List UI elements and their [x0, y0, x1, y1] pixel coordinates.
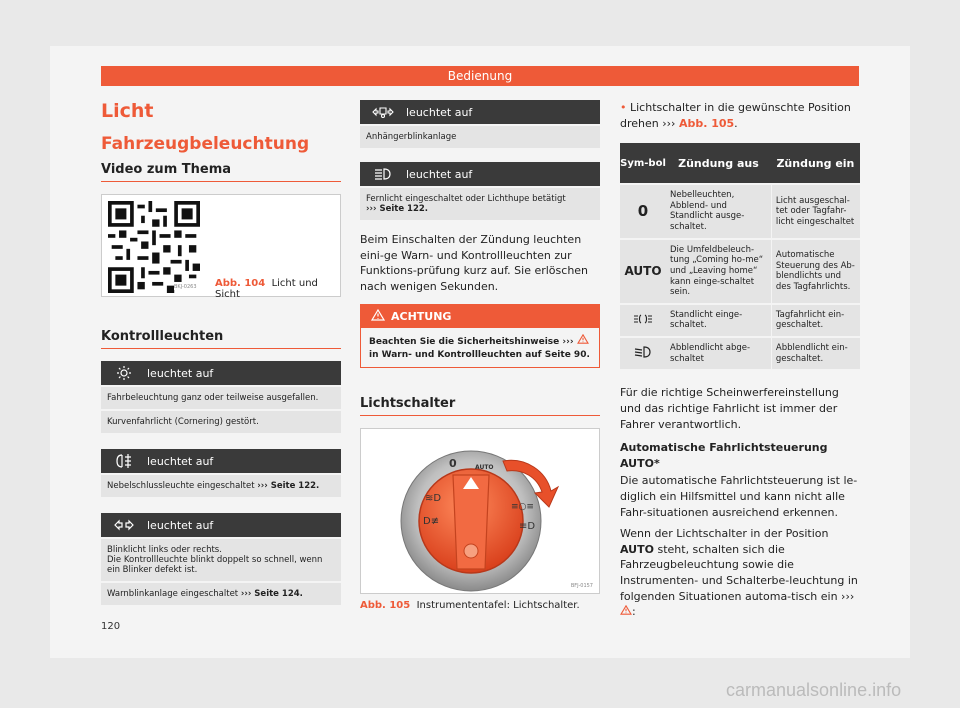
table-cell-symbol	[620, 338, 666, 369]
paragraph-end: :	[632, 605, 636, 619]
indicator-row	[101, 581, 341, 605]
intro-end: .	[734, 116, 738, 130]
figure-code: BFJ-0157	[570, 582, 593, 589]
svg-text:≡D: ≡D	[519, 520, 536, 532]
light-switch-table	[620, 141, 860, 371]
warning-title: ACHTUNG	[391, 310, 452, 324]
lichtschalter-heading: Lichtschalter	[360, 396, 600, 416]
table-cell: Abblendlicht ein-geschaltet.	[771, 338, 860, 369]
paragraph-responsibility: Für die richtige Scheinwerfereinstellung und das richtige Fahrlicht ist immer der Fahrer verantwortlich.	[620, 386, 839, 431]
indicator-text: Warnblinkanlage eingeschaltet	[107, 589, 241, 599]
auto-heading: Automatische Fahrlichtsteuerung AUTO*	[620, 441, 828, 470]
column-right	[620, 100, 860, 620]
table-header: Zündung ein	[771, 143, 860, 183]
page-reference-link[interactable]: ››› Seite 122.	[257, 481, 320, 491]
chapter-title: Licht	[101, 100, 154, 122]
column-middle	[360, 100, 600, 611]
warning-triangle-icon	[371, 309, 385, 324]
table-cell: Licht ausgeschal-tet oder Tagfahr-licht eingeschaltet	[771, 185, 860, 238]
table-cell: Die Umfeldbeleuch-tung „Coming ho-me“ und „Leaving home“ kann einge-schaltet sein.	[666, 240, 771, 303]
page-reference-link[interactable]: ››› Seite 122.	[366, 204, 429, 214]
turn-signal-icon	[101, 519, 147, 531]
table-cell-symbol	[620, 240, 666, 303]
indicator-row	[101, 473, 341, 497]
table-cell: Automatische Steuerung des Ab-blendlichts und des Tagfahrlichts.	[771, 240, 860, 303]
indicator-row	[360, 186, 600, 220]
table-cell: Standlicht einge-schaltet.	[666, 305, 771, 336]
indicator-text: Die Kontrollleuchte blinkt doppelt so schnell, wenn ein Blinker defekt ist.	[107, 555, 323, 575]
indicator-row: Fahrbeleuchtung ganz oder teilweise ausgefallen.	[101, 385, 341, 409]
indicator-header	[101, 513, 341, 537]
table-cell: Tagfahrlicht ein-geschaltet.	[771, 305, 860, 336]
table-row	[620, 240, 860, 303]
warning-header	[361, 305, 599, 328]
indicator-header	[101, 449, 341, 473]
svg-text:≡○≡: ≡○≡	[511, 501, 534, 512]
indicator-status: leuchtet auf	[147, 518, 214, 532]
section-header-bar: Bedienung	[101, 66, 859, 86]
table-cell: Nebelleuchten, Abblend- und Standlicht ausge-schaltet.	[666, 185, 771, 238]
indicator-row: Kurvenfahrlicht (Cornering) gestört.	[101, 409, 341, 433]
sun-icon	[101, 365, 147, 381]
warning-ref-icon[interactable]	[620, 605, 632, 618]
figure-caption-text: Licht und Sicht	[215, 278, 318, 300]
table-header: Sym-bol	[620, 143, 666, 183]
figure-label: Abb. 105	[360, 599, 411, 611]
indicator-text: Fernlicht eingeschaltet oder Lichthupe betätigt	[366, 194, 566, 204]
figure-reference-link[interactable]: Abb. 105	[678, 116, 735, 130]
warning-text: in Warn- und Kontrollleuchten auf Seite 90.	[369, 349, 590, 360]
indicator-status: leuchtet auf	[147, 454, 214, 468]
table-cell-symbol	[620, 305, 666, 336]
rear-fog-light-icon	[101, 453, 147, 469]
kontrollleuchten-heading: Kontrollleuchten	[101, 329, 341, 349]
watermark: carmanualsonline.info	[726, 680, 902, 700]
warning-ref-icon[interactable]	[577, 337, 589, 347]
trailer-turn-signal-icon	[360, 105, 406, 119]
column-left	[101, 100, 341, 605]
indicator-status: leuchtet auf	[406, 167, 473, 181]
high-beam-icon	[360, 167, 406, 181]
warning-text: Beachten Sie die Sicherheitshinweise ›››	[369, 337, 574, 348]
table-row	[620, 185, 860, 238]
qr-code-icon[interactable]	[108, 201, 200, 293]
indicator-status: leuchtet auf	[147, 366, 214, 380]
svg-text:≋D: ≋D	[425, 492, 442, 504]
paragraph-text: Wenn der Lichtschalter in der Position	[620, 527, 829, 541]
indicator-row: Anhängerblinkanlage	[360, 124, 600, 148]
table-header-row	[620, 143, 860, 183]
page-reference-link[interactable]: ››› Seite 124.	[240, 589, 303, 599]
figure-label: Abb. 104	[215, 278, 266, 289]
parking-light-icon	[633, 313, 653, 325]
indicator-text: Nebelschlussleuchte eingeschaltet	[107, 481, 258, 491]
table-row	[620, 338, 860, 369]
qr-figure[interactable]	[101, 194, 341, 300]
figure-caption-text: Instrumententafel: Lichtschalter.	[416, 599, 580, 611]
paragraph-auto-switch	[620, 526, 860, 620]
paragraph-text: steht, schalten sich die Fahrzeugbeleuchtung sowie die Instrumenten- und Schalterbe-leuchtung in folgenden Situationen automa-tisch ein ›››	[620, 542, 858, 603]
video-heading: Video zum Thema	[101, 162, 341, 182]
indicator-row	[101, 537, 341, 581]
page-number: 120	[101, 621, 121, 632]
switch-position-0: 0	[449, 456, 457, 470]
low-beam-icon	[634, 345, 652, 359]
symbol-auto: AUTO	[624, 263, 662, 278]
intro-text: Lichtschalter in die gewünschte Position drehen ›››	[620, 101, 851, 130]
figure-caption	[215, 278, 340, 300]
table-cell-symbol	[620, 185, 666, 238]
switch-position-auto: AUTO	[475, 463, 494, 471]
auto-symbol: AUTO	[620, 542, 654, 556]
light-switch-figure[interactable]	[360, 428, 600, 594]
light-switch-illustration	[361, 429, 599, 593]
bullet: •	[620, 101, 627, 114]
table-header: Zündung aus	[666, 143, 771, 183]
symbol-zero: 0	[637, 202, 649, 221]
warning-body	[361, 328, 599, 366]
intro-paragraph	[620, 100, 860, 131]
table-row	[620, 305, 860, 336]
figure-caption	[360, 600, 600, 611]
svg-text:D≢: D≢	[423, 515, 440, 527]
indicator-text: Blinklicht links oder rechts.	[107, 545, 222, 555]
table-cell: Abblendlicht abge-schaltet	[666, 338, 771, 369]
indicator-header	[360, 100, 600, 124]
paragraph-check: Beim Einschalten der Zündung leuchten eini-ge Warn- und Kontrollleuchten zur Funktions-prüfung kurz auf. Sie erlöschen nach wenigen Sekunden.	[360, 233, 589, 293]
indicator-header	[360, 162, 600, 186]
indicator-header	[101, 361, 341, 385]
indicator-status: leuchtet auf	[406, 105, 473, 119]
qr-code-id: BKJ-0263	[174, 284, 197, 290]
paragraph-auto: Die automatische Fahrlichtsteuerung ist le-diglich ein Hilfsmittel und kann nicht alle Fahr-situationen ausreichend erkennen.	[620, 474, 858, 519]
warning-box	[360, 304, 600, 367]
section-title: Fahrzeugbeleuchtung	[101, 134, 310, 154]
